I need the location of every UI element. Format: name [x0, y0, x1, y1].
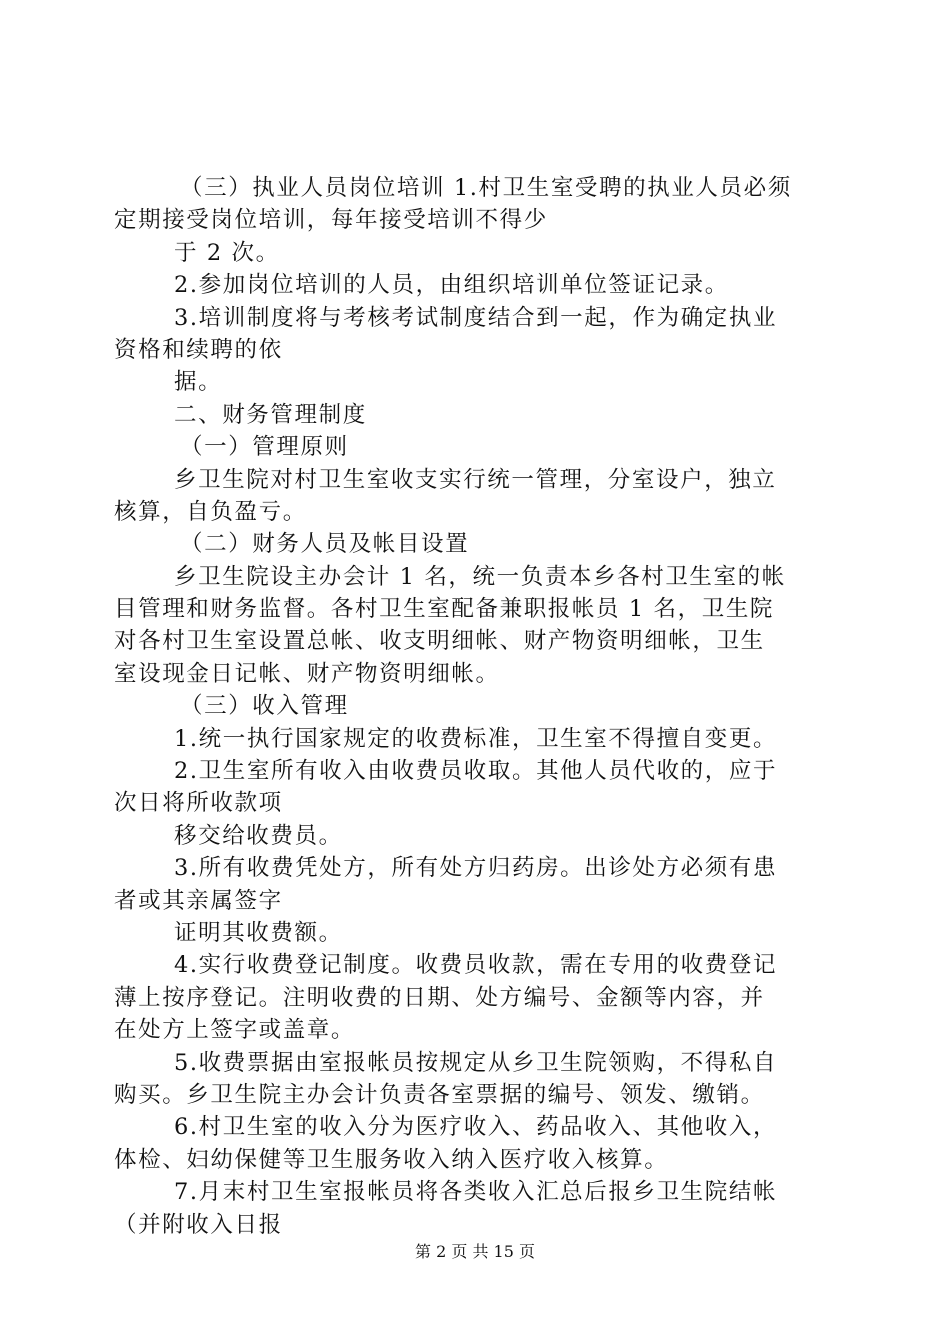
text-line: 证明其收费额。 [174, 919, 343, 946]
text-line: （三）收入管理 [180, 693, 349, 720]
text-line: 1.统一执行国家规定的收费标准，卫生室不得擅自变更。 [174, 725, 778, 752]
text-line: 5.收费票据由室报帐员按规定从乡卫生院领购，不得私自 [174, 1049, 778, 1076]
text-line: 乡卫生院设主办会计 1 名，统一负责本乡各村卫生室的帐 [174, 563, 786, 590]
text-line: 2.参加岗位培训的人员，由组织培训单位签证记录。 [174, 272, 729, 299]
text-line: 移交给收费员。 [174, 822, 343, 849]
text-line: 3.所有收费凭处方，所有处方归药房。出诊处方必须有患 [174, 855, 778, 882]
text-line: 4.实行收费登记制度。收费员收款，需在专用的收费登记 [174, 952, 778, 979]
text-line: 购买。乡卫生院主办会计负责各室票据的编号、领发、缴销。 [114, 1081, 765, 1108]
document-body [114, 172, 834, 1241]
text-line: 目管理和财务监督。各村卫生室配备兼职报帐员 1 名，卫生院 [114, 596, 775, 623]
text-line: 6.村卫生室的收入分为医疗收入、药品收入、其他收入， [174, 1114, 778, 1141]
text-line: 室设现金日记帐、财产物资明细帐。 [114, 660, 500, 687]
text-line: 7.月末村卫生室报帐员将各类收入汇总后报乡卫生院结帐 [174, 1179, 778, 1206]
text-line: 次日将所收款项 [114, 790, 283, 817]
text-line: 2.卫生室所有收入由收费员收取。其他人员代收的，应于 [174, 758, 778, 785]
text-line: 者或其亲属签字 [114, 887, 283, 914]
text-line: 体检、妇幼保健等卫生服务收入纳入医疗收入核算。 [114, 1146, 669, 1173]
text-line: 资格和续聘的依 [114, 336, 283, 363]
text-line: 在处方上签字或盖章。 [114, 1017, 356, 1044]
text-line: 乡卫生院对村卫生室收支实行统一管理，分室设户，独立 [174, 466, 777, 493]
text-line: （并附收入日报 [114, 1211, 283, 1238]
text-line: 3.培训制度将与考核考试制度结合到一起，作为确定执业 [174, 304, 778, 331]
text-line: （一）管理原则 [180, 434, 349, 461]
text-line: 核算，自负盈亏。 [114, 498, 307, 525]
text-line: 据。 [174, 369, 223, 396]
text-line: 二、财务管理制度 [174, 401, 367, 428]
text-line: 定期接受岗位培训，每年接受培训不得少 [114, 207, 548, 234]
page-footer: 第 2 页 共 15 页 [415, 1242, 535, 1261]
text-line: （二）财务人员及帐目设置 [180, 531, 470, 558]
text-line: 于 2 次。 [174, 239, 280, 266]
text-line: 薄上按序登记。注明收费的日期、处方编号、金额等内容，并 [114, 984, 765, 1011]
text-line: （三）执业人员岗位培训 1.村卫生室受聘的执业人员必须 [180, 175, 792, 201]
text-line: 对各村卫生室设置总帐、收支明细帐、财产物资明细帐，卫生 [114, 628, 765, 655]
